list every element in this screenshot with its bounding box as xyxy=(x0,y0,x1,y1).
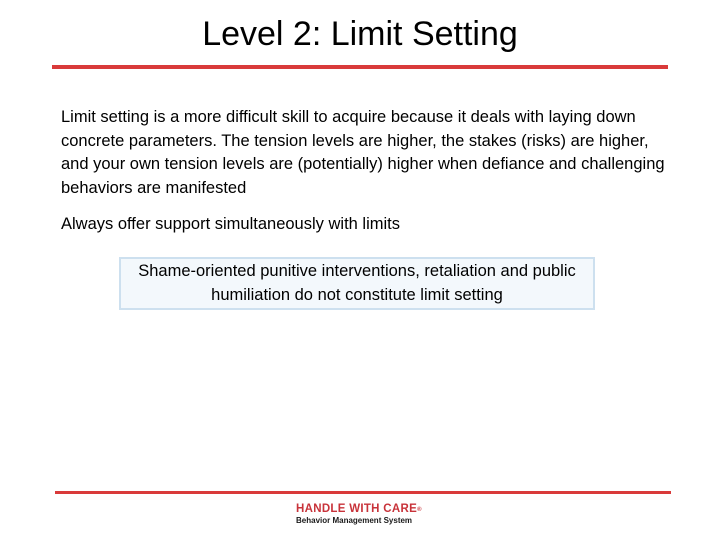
registered-mark: ® xyxy=(417,507,422,513)
body-paragraph: Limit setting is a more difficult skill to acquire because it deals with laying down concrete parameters. The tension levels are higher, the stakes (risks) are higher, and your own tension levels are (potentially) higher when defiance and challenging behaviors are manifested xyxy=(61,108,665,197)
logo-wordmark: HANDLE WITH CARE® xyxy=(296,503,422,515)
slide-title: Level 2: Limit Setting xyxy=(202,15,518,53)
callout-text: Shame-oriented punitive interventions, retaliation and public humiliation do not constitute limit setting xyxy=(138,262,576,304)
support-statement: Always offer support simultaneously with limits xyxy=(61,215,400,233)
footer-divider xyxy=(55,491,671,494)
brand-logo xyxy=(296,503,466,526)
logo-tagline: Behavior Management System xyxy=(296,516,413,525)
callout-box xyxy=(119,257,595,310)
title-divider xyxy=(52,65,668,69)
